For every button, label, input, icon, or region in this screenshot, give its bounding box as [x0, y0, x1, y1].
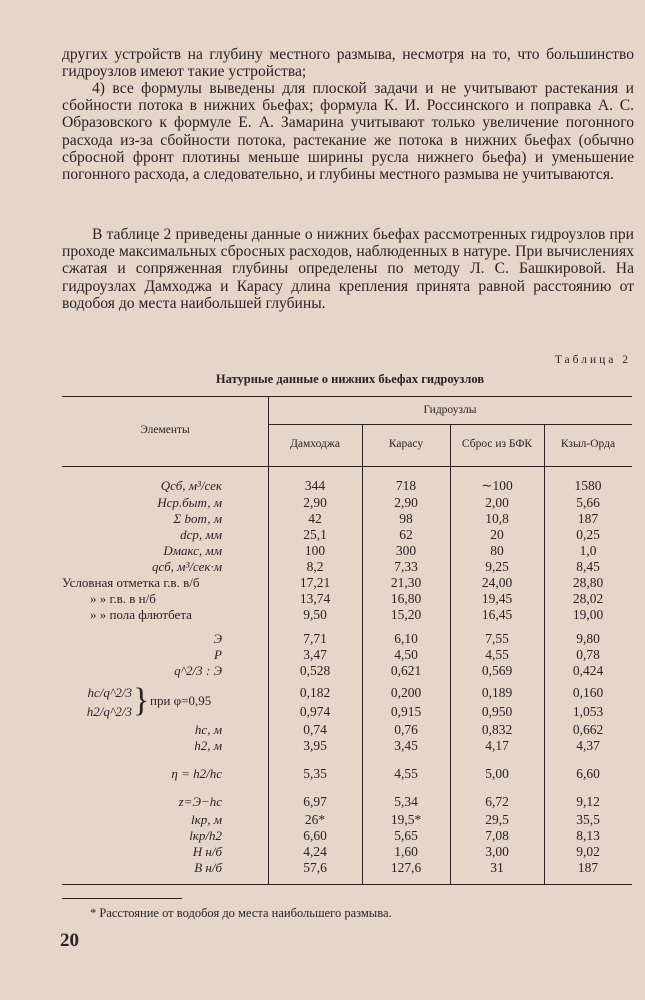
table-cell: 187 — [577, 511, 599, 526]
table-cell: 127,6 — [390, 860, 422, 875]
table-cell: 0,74 — [303, 722, 327, 737]
table-cell: 0,528 — [299, 663, 331, 678]
table-cell: 0,950 — [481, 704, 513, 719]
table-cell: 10,8 — [485, 511, 509, 526]
table-cell: 718 — [395, 478, 417, 493]
header-col-3: Сброс из БФК — [461, 438, 533, 450]
table-cell: 0,915 — [390, 704, 422, 719]
column-divider — [268, 396, 269, 884]
table-cell: 6,97 — [303, 794, 327, 809]
paragraph-continuation: других устройств на глубину местного размыва, несмотря на то, что большинство гидроузлов имеют такие устройства; — [62, 46, 634, 81]
table-cell: 8,45 — [576, 559, 600, 574]
row-label: dср, мм — [180, 527, 222, 542]
table-cell: 98 — [399, 511, 413, 526]
column-divider — [450, 424, 451, 884]
column-divider — [544, 424, 545, 884]
table-cell: 9,50 — [303, 607, 327, 622]
table-cell: 187 — [577, 860, 599, 875]
table-cell: 0,974 — [299, 704, 331, 719]
table-cell: 4,24 — [303, 844, 327, 859]
table-cell: 3,45 — [394, 738, 418, 753]
table-cell: 57,6 — [303, 860, 327, 875]
table-cell: 13,74 — [299, 591, 331, 606]
table-cell: 5,65 — [394, 828, 418, 843]
paragraph-item-4: 4) все формулы выведены для плоской задачи и не учитывают растекания и сбойности потока в нижних бьефах; формула К. И. Россинского и поправка А. С. Образовского к формуле Е. А. Замарина учитывают только увеличение погонного расхода из-за сбойности потока, растекание же потока в нижних бьефах (обычно сбросной фронт плотины меньше ширины русла нижнего бьефа) и уменьшение погонного расхода, а следовательно, и глубины местного размыва не учитываются. — [62, 80, 634, 184]
row-label: Σ bот, м — [173, 511, 222, 526]
table-cell: 0,25 — [576, 527, 600, 542]
page-number: 20 — [60, 930, 79, 951]
footnote: * Расстояние от водобоя до места наибольшего размыва. — [90, 906, 392, 920]
table-cell: 7,71 — [303, 631, 327, 646]
table-cell: 0,832 — [481, 722, 513, 737]
table-cell: 16,80 — [390, 591, 422, 606]
table-cell: 5,35 — [303, 766, 327, 781]
table-label: Таблица 2 — [554, 354, 631, 366]
table-cell: 28,02 — [572, 591, 604, 606]
table-cell: 19,00 — [572, 607, 604, 622]
table-cell: 0,189 — [481, 685, 513, 700]
table-cell: 8,2 — [306, 559, 324, 574]
table-cell: 62 — [399, 527, 413, 542]
footnote-rule — [62, 898, 182, 899]
table-cell: 5,00 — [485, 766, 509, 781]
table-cell: 9,12 — [576, 794, 600, 809]
table-cell: ∼100 — [481, 478, 513, 493]
table-cell: 0,662 — [572, 722, 604, 737]
table-cell: 0,78 — [576, 647, 600, 662]
table-cell: 4,50 — [394, 647, 418, 662]
header-col-1: Дамходжа — [290, 438, 340, 450]
table-cell: 7,33 — [394, 559, 418, 574]
table-cell: 80 — [490, 543, 504, 558]
table-cell: 1580 — [574, 478, 602, 493]
table-cell: 1,60 — [394, 844, 418, 859]
table-cell: 0,76 — [394, 722, 418, 737]
table-cell: 0,200 — [390, 685, 422, 700]
table-cell: 5,34 — [394, 794, 418, 809]
table-cell: 8,13 — [576, 828, 600, 843]
header-col-4: Кзыл-Орда — [560, 438, 616, 450]
table-cell: 9,25 — [485, 559, 509, 574]
table-cell: 6,72 — [485, 794, 509, 809]
table-cell: 31 — [490, 860, 504, 875]
table-cell: 0,182 — [299, 685, 331, 700]
row-label: lкр/h2 — [189, 828, 222, 843]
table-cell: 3,95 — [303, 738, 327, 753]
row-label: Qсб, м³/сек — [160, 478, 222, 493]
table-cell: 9,80 — [576, 631, 600, 646]
header-elements: Элементы — [140, 424, 190, 436]
table-cell: 6,10 — [394, 631, 418, 646]
table-cell: 19,45 — [481, 591, 513, 606]
table-bottom-rule — [62, 884, 632, 885]
row-label: » » пола флютбета — [90, 607, 192, 622]
table-cell: 1,0 — [579, 543, 597, 558]
table-cell: 29,5 — [485, 812, 509, 827]
row-label: » » г.в. в н/б — [90, 591, 156, 606]
table-cell: 16,45 — [481, 607, 513, 622]
table-cell: 19,5* — [390, 812, 422, 827]
table-cell: 35,5 — [576, 812, 600, 827]
paragraph-table-intro: В таблице 2 приведены данные о нижних бьефах рассмотренных гидроузлов при проходе максимальных сбросных расходов, наблюденных в натуре. При вычислениях сжатая и сопряженная глубины определены по методу Л. С. Башкировой. На гидроузлах Дамходжа и Карасу длина крепления принята равной расстоянию от водобоя до места наибольшей глубины. — [62, 226, 634, 312]
table-cell: 25,1 — [303, 527, 327, 542]
table-cell: 4,55 — [485, 647, 509, 662]
table-cell: 0,569 — [481, 663, 513, 678]
row-label: z=Э−hc — [178, 794, 222, 809]
row-label: hc, м — [194, 722, 222, 737]
row-label: Hср.быт, м — [157, 495, 222, 510]
row-label: lкр, м — [191, 812, 222, 827]
table-cell: 1,053 — [572, 704, 604, 719]
row-label: hc/q^2/3 — [87, 685, 132, 700]
row-label: q^2/3 : Э — [174, 663, 222, 678]
table-cell: 100 — [304, 543, 326, 558]
table-cell: 17,21 — [299, 575, 331, 590]
table-cell: 15,20 — [390, 607, 422, 622]
table-cell: 26* — [304, 812, 326, 827]
row-label: P — [214, 647, 222, 662]
header-group: Гидроузлы — [423, 404, 477, 416]
brace-symbol: } — [133, 682, 150, 719]
table-cell: 21,30 — [390, 575, 422, 590]
table-cell: 2,90 — [394, 495, 418, 510]
brace-note: при φ=0,95 — [150, 693, 212, 708]
table-cell: 6,60 — [303, 828, 327, 843]
row-label: H н/б — [192, 844, 222, 859]
table-cell: 24,00 — [481, 575, 513, 590]
table-cell: 4,17 — [485, 738, 509, 753]
table-cell: 0,424 — [572, 663, 604, 678]
header-bottom-rule — [62, 466, 632, 467]
table-cell: 7,08 — [485, 828, 509, 843]
row-label: h2/q^2/3 — [86, 704, 132, 719]
table-cell: 28,80 — [572, 575, 604, 590]
row-label: Условная отметка г.в. в/б — [62, 575, 200, 590]
table-cell: 0,160 — [572, 685, 604, 700]
table-cell: 0,621 — [390, 663, 422, 678]
table-cell: 4,55 — [394, 766, 418, 781]
table-cell: 20 — [490, 527, 504, 542]
table-cell: 7,55 — [485, 631, 509, 646]
row-label: qсб, м³/сек·м — [152, 559, 222, 574]
table-cell: 3,47 — [303, 647, 327, 662]
table-cell: 3,00 — [485, 844, 509, 859]
table-cell: 300 — [395, 543, 417, 558]
table-title: Натурные данные о нижних бьефах гидроузлов — [215, 372, 485, 386]
row-label: Dмакс, мм — [163, 543, 222, 558]
table-cell: 2,00 — [485, 495, 509, 510]
header-col-2: Карасу — [388, 438, 424, 450]
row-label: η = h2/hc — [171, 766, 222, 781]
table-cell: 4,37 — [576, 738, 600, 753]
table-top-rule — [62, 396, 632, 397]
table-cell: 344 — [304, 478, 326, 493]
table-cell: 9,02 — [576, 844, 600, 859]
table-cell: 6,60 — [576, 766, 600, 781]
row-label: h2, м — [194, 738, 222, 753]
table-cell: 42 — [308, 511, 322, 526]
column-divider — [362, 424, 363, 884]
row-label: Э — [213, 631, 222, 646]
table-cell: 5,66 — [576, 495, 600, 510]
table-cell: 2,90 — [303, 495, 327, 510]
row-label: B н/б — [194, 860, 222, 875]
